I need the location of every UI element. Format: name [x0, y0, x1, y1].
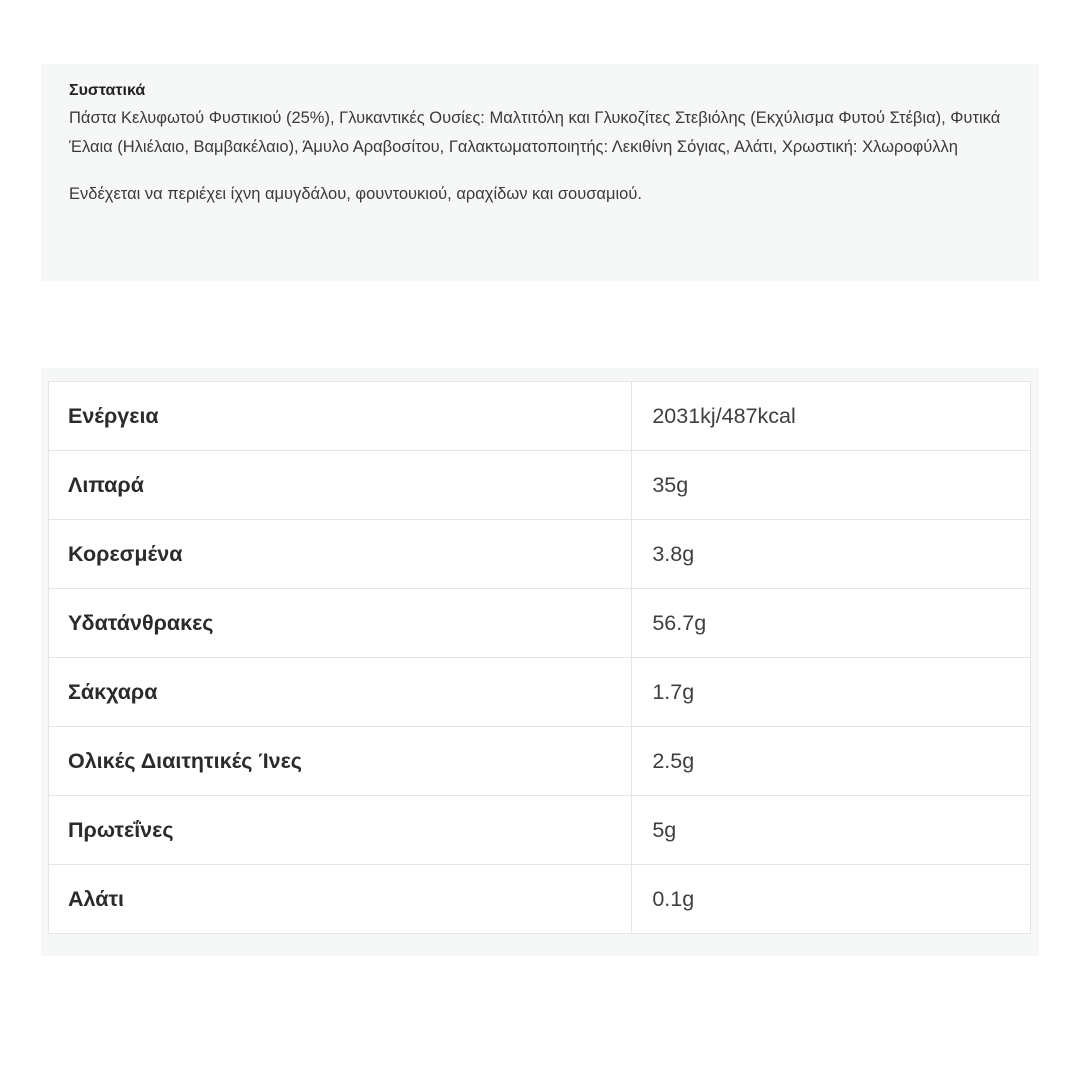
nutrient-value: 56.7g — [632, 589, 1031, 658]
nutrient-label: Λιπαρά — [49, 451, 632, 520]
nutrition-row-fiber — [49, 727, 1031, 796]
nutrition-table — [48, 381, 1031, 934]
nutrition-row-salt — [49, 865, 1031, 934]
nutrient-value: 1.7g — [632, 658, 1031, 727]
nutrition-row-saturated — [49, 520, 1031, 589]
nutrition-row-energy — [49, 382, 1031, 451]
nutrient-label: Κορεσμένα — [49, 520, 632, 589]
nutrient-value: 2031kj/487kcal — [632, 382, 1031, 451]
nutrition-row-sugars — [49, 658, 1031, 727]
nutrient-label: Πρωτεΐνες — [49, 796, 632, 865]
ingredients-title: Συστατικά — [69, 82, 146, 99]
nutrient-value: 5g — [632, 796, 1031, 865]
nutrition-row-protein — [49, 796, 1031, 865]
nutrition-section — [41, 368, 1039, 956]
nutrient-value: 0.1g — [632, 865, 1031, 934]
nutrient-label: Υδατάνθρακες — [49, 589, 632, 658]
nutrition-row-fat — [49, 451, 1031, 520]
nutrient-value: 3.8g — [632, 520, 1031, 589]
ingredients-text: Πάστα Κελυφωτού Φυστικιού (25%), Γλυκαντικές Ουσίες: Μαλτιτόλη και Γλυκοζίτες Στεβιόλης (Εκχύλισμα Φυτού Στέβια), Φυτικά Έλαια (Ηλιέλαιο, Βαμβακέλαιο), Άμυλο Αραβοσίτου, Γαλακτωματοποιητής: Λεκιθίνη Σόγιας, Αλάτι, Χρωστική: Χλωροφύλλη — [69, 109, 1001, 156]
ingredients-section — [41, 64, 1039, 281]
nutrient-value: 35g — [632, 451, 1031, 520]
nutrient-value: 2.5g — [632, 727, 1031, 796]
allergen-notice: Ενδέχεται να περιέχει ίχνη αμυγδάλου, φουντουκιού, αραχίδων και σουσαμιού. — [69, 185, 642, 203]
nutrient-label: Ολικές Διαιτητικές Ίνες — [49, 727, 632, 796]
nutrient-label: Αλάτι — [49, 865, 632, 934]
nutrient-label: Ενέργεια — [49, 382, 632, 451]
nutrition-row-carbohydrates — [49, 589, 1031, 658]
nutrient-label: Σάκχαρα — [49, 658, 632, 727]
